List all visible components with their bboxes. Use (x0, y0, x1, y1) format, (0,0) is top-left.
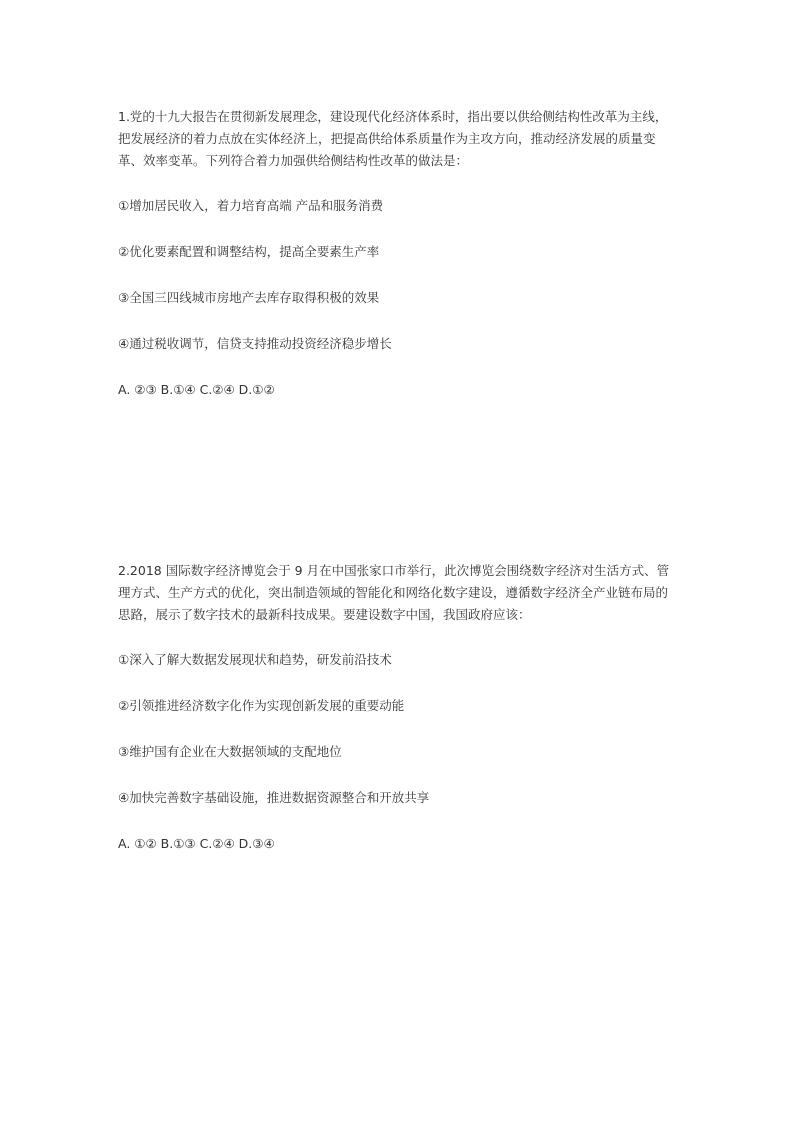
option-4: ④通过税收调节，信贷支持推动投资经济稳步增长 (118, 336, 392, 351)
option-4: ④加快完善数字基础设施，推进数据资源整合和开放共享 (118, 790, 430, 805)
answer-choices: A. ①② B.①③ C.②④ D.③④ (118, 836, 275, 851)
question-stem: 2.2018 国际数字经济博览会于 9 月在中国张家口市举行，此次博览会围绕数字经济对生活方式、管理方式、生产方式的优化，突出制造领域的智能化和网络化数字建设，遵循数字经济全产业链布局的思路，展示了数字技术的最新科技成果。要建设数字中国，我国政府应该： (118, 563, 670, 622)
option-3: ③维护国有企业在大数据领域的支配地位 (118, 744, 342, 759)
option-1: ①增加居民收入，着力培育高端 产品和服务消费 (118, 198, 384, 213)
option-2: ②优化要素配置和调整结构，提高全要素生产率 (118, 244, 380, 259)
question-1 (118, 106, 678, 399)
option-1: ①深入了解大数据发展现状和趋势，研发前沿技术 (118, 652, 392, 667)
question-stem: 1.党的十九大报告在贯彻新发展理念，建设现代化经济体系时，指出要以供给侧结构性改革为主线，把发展经济的着力点放在实体经济上，把提高供给体系质量作为主攻方向，推动经济发展的质量变革、效率变革。下列符合着力加强供给侧结构性改革的做法是： (118, 109, 668, 168)
answer-choices: A. ②③ B.①④ C.②④ D.①② (118, 382, 275, 397)
question-2 (118, 560, 678, 853)
option-2: ②引领推进经济数字化作为实现创新发展的重要动能 (118, 698, 405, 713)
option-3: ③全国三四线城市房地产去库存取得积极的效果 (118, 290, 380, 305)
